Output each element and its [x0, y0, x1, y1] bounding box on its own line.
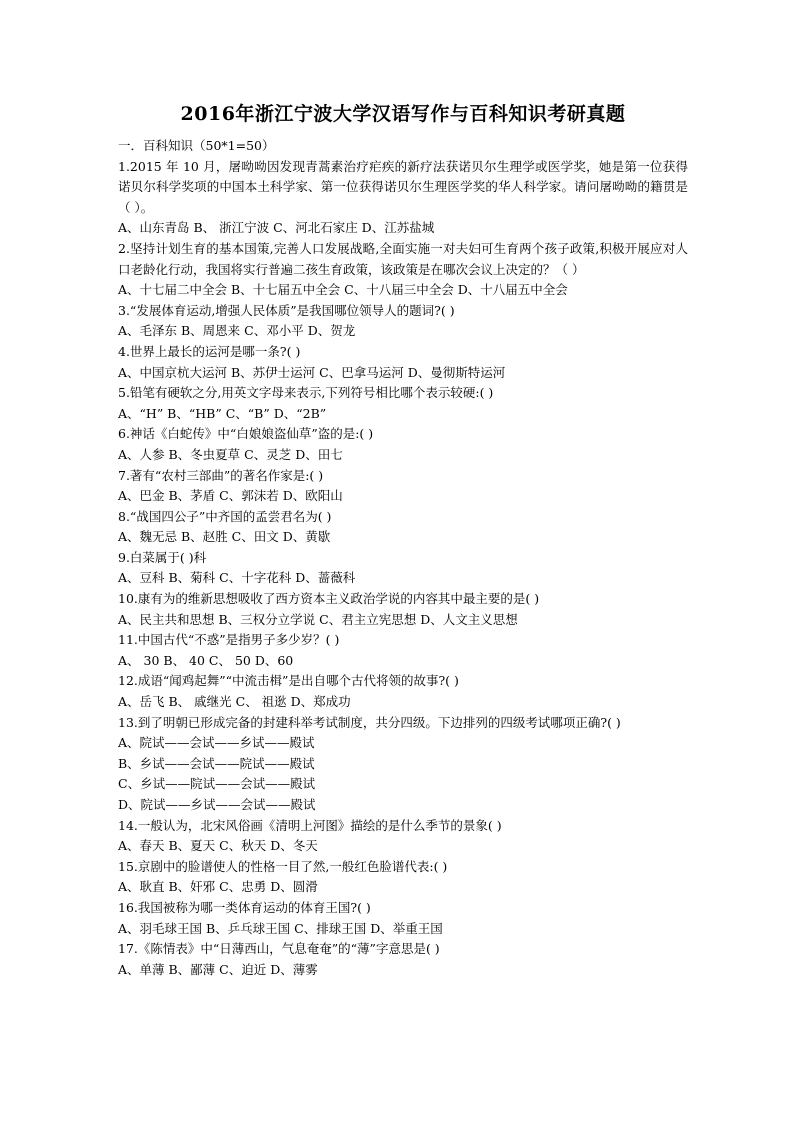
answer-options: A、岳飞 B、 戚继光 C、 祖逖 D、郑成功	[118, 694, 351, 710]
question-text: 1.2015 年 10 月，屠呦呦因发现青蒿素治疗疟疾的新疗法获诺贝尔生理学或医学奖，她是第一位获得诺贝尔科学奖项的中国本土科学家、第一位获得诺贝尔生理医学奖的华人科学家。请问屠呦呦的籍贯是（ ）。	[118, 158, 688, 215]
question-item	[118, 239, 688, 301]
answer-options: A、耿直 B、奸邪 C、忠勇 D、圆滑	[118, 879, 318, 895]
question-text: 3.“发展体育运动,增强人民体质”是我国哪位领导人的题词?( )	[118, 302, 455, 318]
answer-options: A、单薄 B、鄙薄 C、迫近 D、薄雾	[118, 961, 318, 977]
question-text: 9.白菜属于( )科	[118, 549, 207, 565]
answer-options: A、羽毛球王国 B、乒乓球王国 C、排球王国 D、举重王国	[118, 920, 443, 936]
answer-options: C、乡试——院试——会试——殿试	[118, 776, 316, 792]
question-item	[118, 816, 688, 857]
question-item	[118, 857, 688, 898]
question-item	[118, 383, 688, 424]
answer-options: A、毛泽东 B、周恩来 C、邓小平 D、贺龙	[118, 323, 356, 339]
answer-options: A、十七届二中全会 B、十七届五中全会 C、十八届三中全会 D、十八届五中全会	[118, 282, 568, 298]
answer-options: A、巴金 B、茅盾 C、郭沫若 D、欧阳山	[118, 488, 343, 504]
answer-options: A、春天 B、夏天 C、秋天 D、冬天	[118, 838, 318, 854]
question-text: 4.世界上最长的运河是哪一条?( )	[118, 343, 301, 359]
answer-options: D、院试——乡试——会试——殿试	[118, 797, 316, 812]
question-text: 13.到了明朝已形成完备的封建科举考试制度，共分四级。下边排列的四级考试哪项正确?( )	[118, 714, 621, 730]
question-item	[118, 671, 688, 712]
question-item	[118, 342, 688, 383]
question-item	[118, 424, 688, 465]
answer-options: A、中国京杭大运河 B、苏伊士运河 C、巴拿马运河 D、曼彻斯特运河	[118, 364, 506, 380]
question-item	[118, 507, 688, 548]
question-text: 8.“战国四公子”中齐国的孟尝君名为( )	[118, 508, 332, 524]
answer-options: A、院试——会试——乡试——殿试	[118, 735, 315, 751]
question-text: 15.京剧中的脸谱使人的性格一目了然,一般红色脸谱代表:( )	[118, 858, 448, 874]
question-list	[118, 157, 688, 981]
question-item	[118, 157, 688, 239]
question-item	[118, 630, 688, 671]
question-text: 7.著有“农村三部曲”的著名作家是:( )	[118, 467, 324, 483]
question-item	[118, 466, 688, 507]
answer-options: A、民主共和思想 B、三权分立学说 C、君主立宪思想 D、人文主义思想	[118, 611, 518, 627]
question-item	[118, 939, 688, 980]
question-text: 6.神话《白蛇传》中“白娘娘盗仙草”盗的是:( )	[118, 426, 374, 442]
question-item	[118, 589, 688, 630]
question-text: 14.一般认为，北宋风俗画《清明上河图》描绘的是什么季节的景象( )	[118, 817, 502, 833]
question-text: 5.铅笔有硬软之分,用英文字母来表示,下列符号相比哪个表示较硬:( )	[118, 385, 494, 401]
answer-options: A、 30 B、 40 C、 50 D、60	[118, 652, 294, 668]
answer-options: A、人参 B、冬虫夏草 C、灵芝 D、田七	[118, 446, 343, 462]
question-item	[118, 548, 688, 589]
question-item	[118, 301, 688, 342]
answer-options: B、乡试——会试——院试——殿试	[118, 755, 315, 771]
question-text: 11.中国古代“不惑”是指男子多少岁？( )	[118, 632, 340, 648]
answer-options: A、“H” B、“HB” C、“B” D、“2B”	[118, 405, 327, 421]
question-text: 12.成语“闻鸡起舞”“中流击楫”是出自哪个古代将领的故事?( )	[118, 673, 459, 689]
question-text: 2.坚持计划生育的基本国策,完善人口发展战略,全面实施一对夫妇可生育两个孩子政策,积极开展应对人口老龄化行动，我国将实行普遍二孩生育政策，该政策是在哪次会议上决定的？（ ）	[118, 240, 688, 277]
question-text: 10.康有为的维新思想吸收了西方资本主义政治学说的内容其中最主要的是( )	[118, 591, 540, 607]
answer-options: A、豆科 B、菊科 C、十字花科 D、蔷薇科	[118, 570, 356, 586]
question-item	[118, 713, 688, 816]
answer-options: A、山东青岛 B、 浙江宁波 C、河北石家庄 D、江苏盐城	[118, 220, 435, 236]
answer-options: A、魏无忌 B、赵胜 C、田文 D、黄歇	[118, 529, 331, 545]
section-heading: 一．百科知识（50*1=50）	[118, 138, 275, 153]
question-item	[118, 898, 688, 939]
document-title: 2016年浙江宁波大学汉语写作与百科知识考研真题	[180, 103, 626, 125]
question-text: 17.《陈情表》中“日薄西山，气息奄奄”的“薄”字意思是( )	[118, 941, 440, 957]
question-text: 16.我国被称为哪一类体育运动的体育王国?( )	[118, 899, 371, 915]
